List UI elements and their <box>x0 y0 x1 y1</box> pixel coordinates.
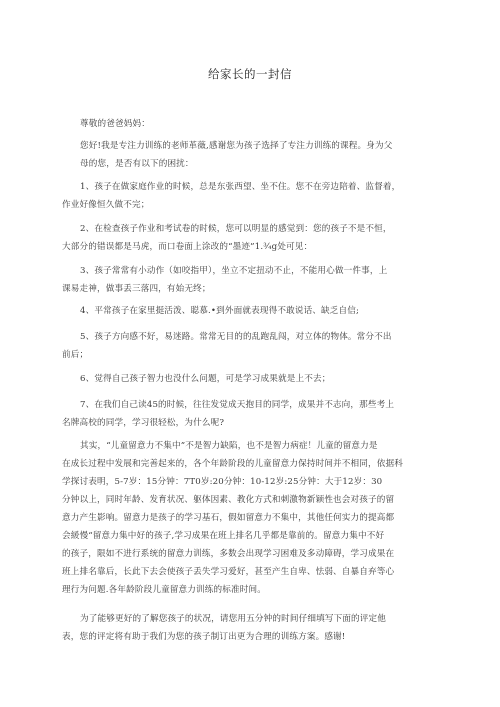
item-2-line-2: 大部分的错误都是马虎，而口卷面上涂改的“墨迹”1.¾g处可见： <box>62 242 313 252</box>
item-5-line-1: 5、孩子方向感不好，易迷路。常常无目的的乱跑乱闯，对立体的物体。常分不出 <box>80 332 392 342</box>
letter-title: 给家长的一封信 <box>208 67 292 81</box>
closing-line-1: 为了能够更好的了解您孩子的状况，请您用五分钟的时间仔细填写下面的评定他 <box>80 614 387 624</box>
body-line-1: 其实，“儿童留意力不集中”不是智力缺陷，也不是智力病症！儿童的留意力是 <box>80 441 378 451</box>
item-1-line-2: 作业好像恒久做不完； <box>62 200 150 210</box>
intro-line-2: 母的您，是否有以下的困扰： <box>80 159 194 169</box>
item-3-line-2: 课易走神，做事丢三落四，有始无终； <box>62 284 211 294</box>
item-6-line-1: 6、觉得自己孩子智力也没什么问题，可是学习成果就是上不去； <box>80 374 331 384</box>
item-1-line-1: 1、孩子在做家庭作业的时候，总是东张西望、坐不住。您不在旁边陪着、监督着， <box>80 182 401 192</box>
item-3-line-1: 3、孩子常常有小动作（如咬指甲），坐立不定扭动不止，不能用心做一件事，上 <box>80 266 388 276</box>
item-7-line-2: 名牌高校的同学，学习很轻松，为什么呢? <box>62 418 225 428</box>
greeting: 尊敬的爸爸妈妈： <box>80 119 150 129</box>
body-line-7: 的孩子，限如不进行系统的留意力训练，多数会出现学习困难及多动障碍，学习成果在 <box>62 549 395 559</box>
item-4-line-1: 4、平常孩子在家里挺活泼、聪慕.•到外面就表现得不敢说话、缺乏自信; <box>80 306 360 316</box>
body-line-4: 分钟以上，同时年龄、发育状况、躯体因素、教化方式和刺激物新颖性也会对孩子的留 <box>62 495 395 505</box>
intro-line-1: 您好!我是专注力训练的老师革薇,感谢您为孩子选择了专注力训练的课程。身为父 <box>80 141 393 151</box>
body-line-5: 意力产生影响。留意力是孩子的学习基石，假如留意力不集中，其他任何实力的提高都 <box>62 513 395 523</box>
body-line-6: 会緩慢“留意力集中好的孩子,学习成果在班上排名几乎都是靠前的。留意力集中不好 <box>62 531 385 541</box>
body-line-2: 在成长过程中发展和完善起来的，各个年龄阶段的儿童留意力保持时间并不相同，依据科 <box>62 459 404 469</box>
body-line-3: 学探讨表明，5-7岁：15分钟：7T0岁:20分钟：10-12岁:25分钟：大于12岁：30 <box>62 477 383 487</box>
item-5-line-2: 前后； <box>62 350 89 360</box>
item-7-line-1: 7、在我们自己读45的时候，往往发觉成天抱目的同学，成果并不志向，那些考上 <box>80 400 395 410</box>
item-2-line-1: 2、在检查孩子作业和考试卷的时候，您可以明显的感觉到：您的孩子不是不恒， <box>80 224 392 234</box>
closing-line-2: 表，您的评定将有助于我们为您的孩子制订出更为合理的训练方案。感谢! <box>62 632 346 642</box>
body-line-8: 班上排名靠后，长此下去会使孩子丢失学习爱好，甚至产生自卑、怯弱、自暴自弃等心 <box>62 567 395 577</box>
body-line-9: 理行为问题.各年龄阶段儿童留意力训练的标准时间。 <box>62 585 266 595</box>
